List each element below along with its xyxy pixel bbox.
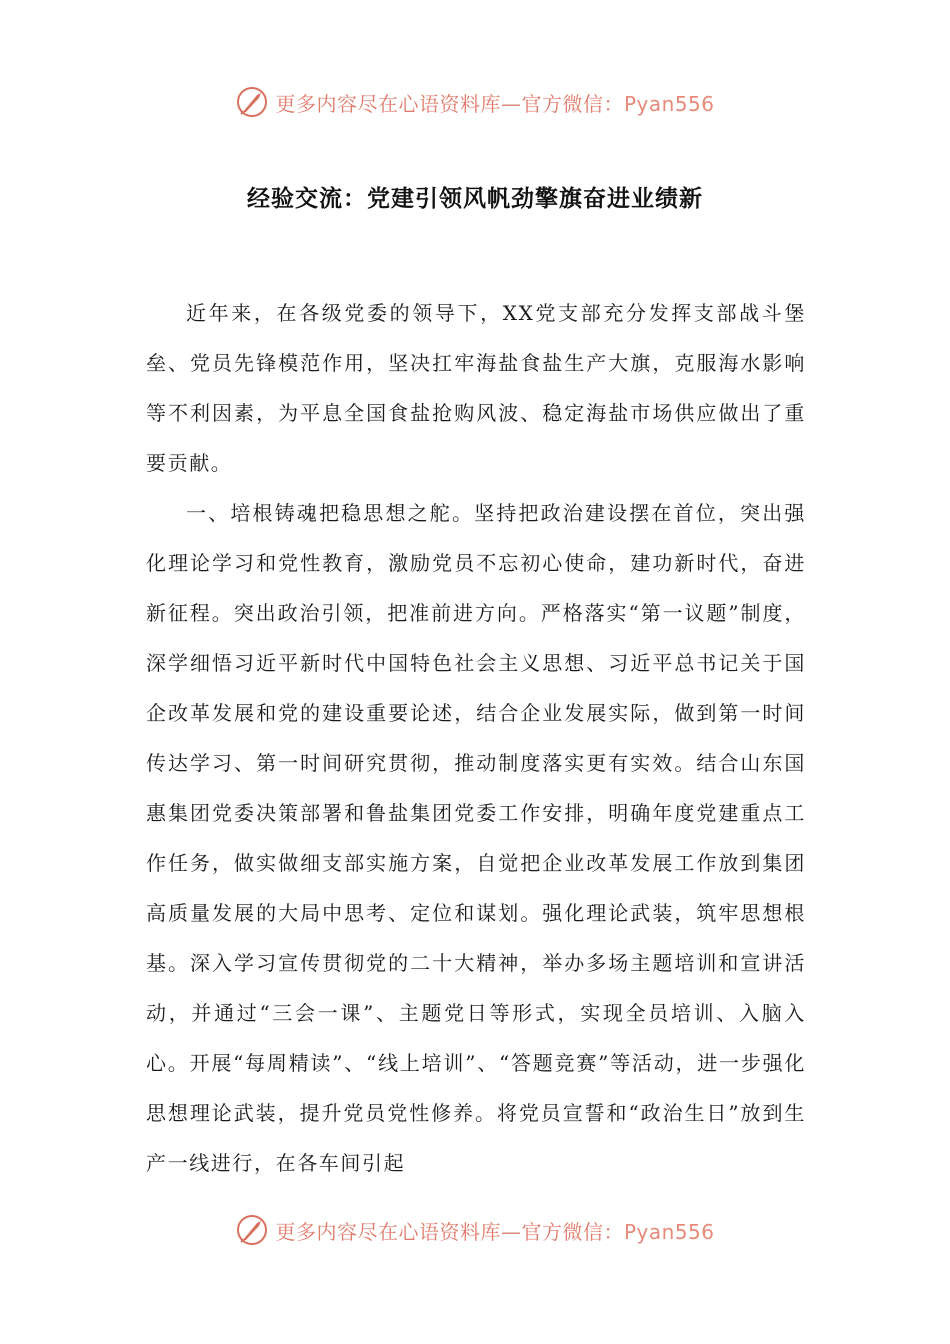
- watermark-wechat-label: 官方微信：: [521, 91, 624, 116]
- watermark-wechat-id: Pyan556: [623, 91, 715, 116]
- watermark-separator: —: [500, 91, 522, 116]
- watermark-main: 更多内容尽在心语资料库: [275, 91, 501, 116]
- watermark-separator: —: [500, 1219, 522, 1244]
- watermark-wechat-label: 官方微信：: [521, 1219, 624, 1244]
- quill-logo-icon: [235, 1213, 269, 1247]
- document-title: 经验交流：党建引领风帆劲擎旗奋进业绩新: [247, 186, 703, 212]
- quill-logo-icon: [235, 85, 269, 119]
- watermark-main: 更多内容尽在心语资料库: [275, 1219, 501, 1244]
- header-watermark: [0, 82, 950, 122]
- watermark-wechat-id: Pyan556: [623, 1219, 715, 1244]
- watermark-text: [275, 88, 714, 117]
- paragraph-intro: 近年来，在各级党委的领导下，XX党支部充分发挥支部战斗堡垒、党员先锋模范作用，坚决扛牢海盐食盐生产大旗，克服海水影响等不利因素，为平息全国食盐抢购风波、稳定海盐市场供应做出了重要贡献。: [146, 301, 806, 475]
- paragraph-section-one: 一、培根铸魂把稳思想之舵。坚持把政治建设摆在首位，突出强化理论学习和党性教育，激励党员不忘初心使命，建功新时代，奋进新征程。突出政治引领，把准前进方向。严格落实“第一议题”制度，深学细悟习近平新时代中国特色社会主义思想、习近平总书记关于国企改革发展和党的建设重要论述，结合企业发展实际，做到第一时间传达学习、第一时间研究贯彻，推动制度落实更有实效。结合山东国惠集团党委决策部署和鲁盐集团党委工作安排，明确年度党建重点工作任务，做实做细支部实施方案，自觉把企业改革发展工作放到集团高质量发展的大局中思考、定位和谋划。强化理论武装，筑牢思想根基。深入学习宣传贯彻党的二十大精神，举办多场主题培训和宣讲活动，并通过“三会一课”、主题党日等形式，实现全员培训、入脑入心。开展“每周精读”、“线上培训”、“答题竞赛”等活动，进一步强化思想理论武装，提升党员党性修养。将党员宣誓和“政治生日”放到生产一线进行，在各车间引起: [146, 501, 806, 1175]
- footer-watermark: [0, 1210, 950, 1250]
- document-body: [146, 288, 806, 1188]
- watermark-text: [275, 1216, 714, 1245]
